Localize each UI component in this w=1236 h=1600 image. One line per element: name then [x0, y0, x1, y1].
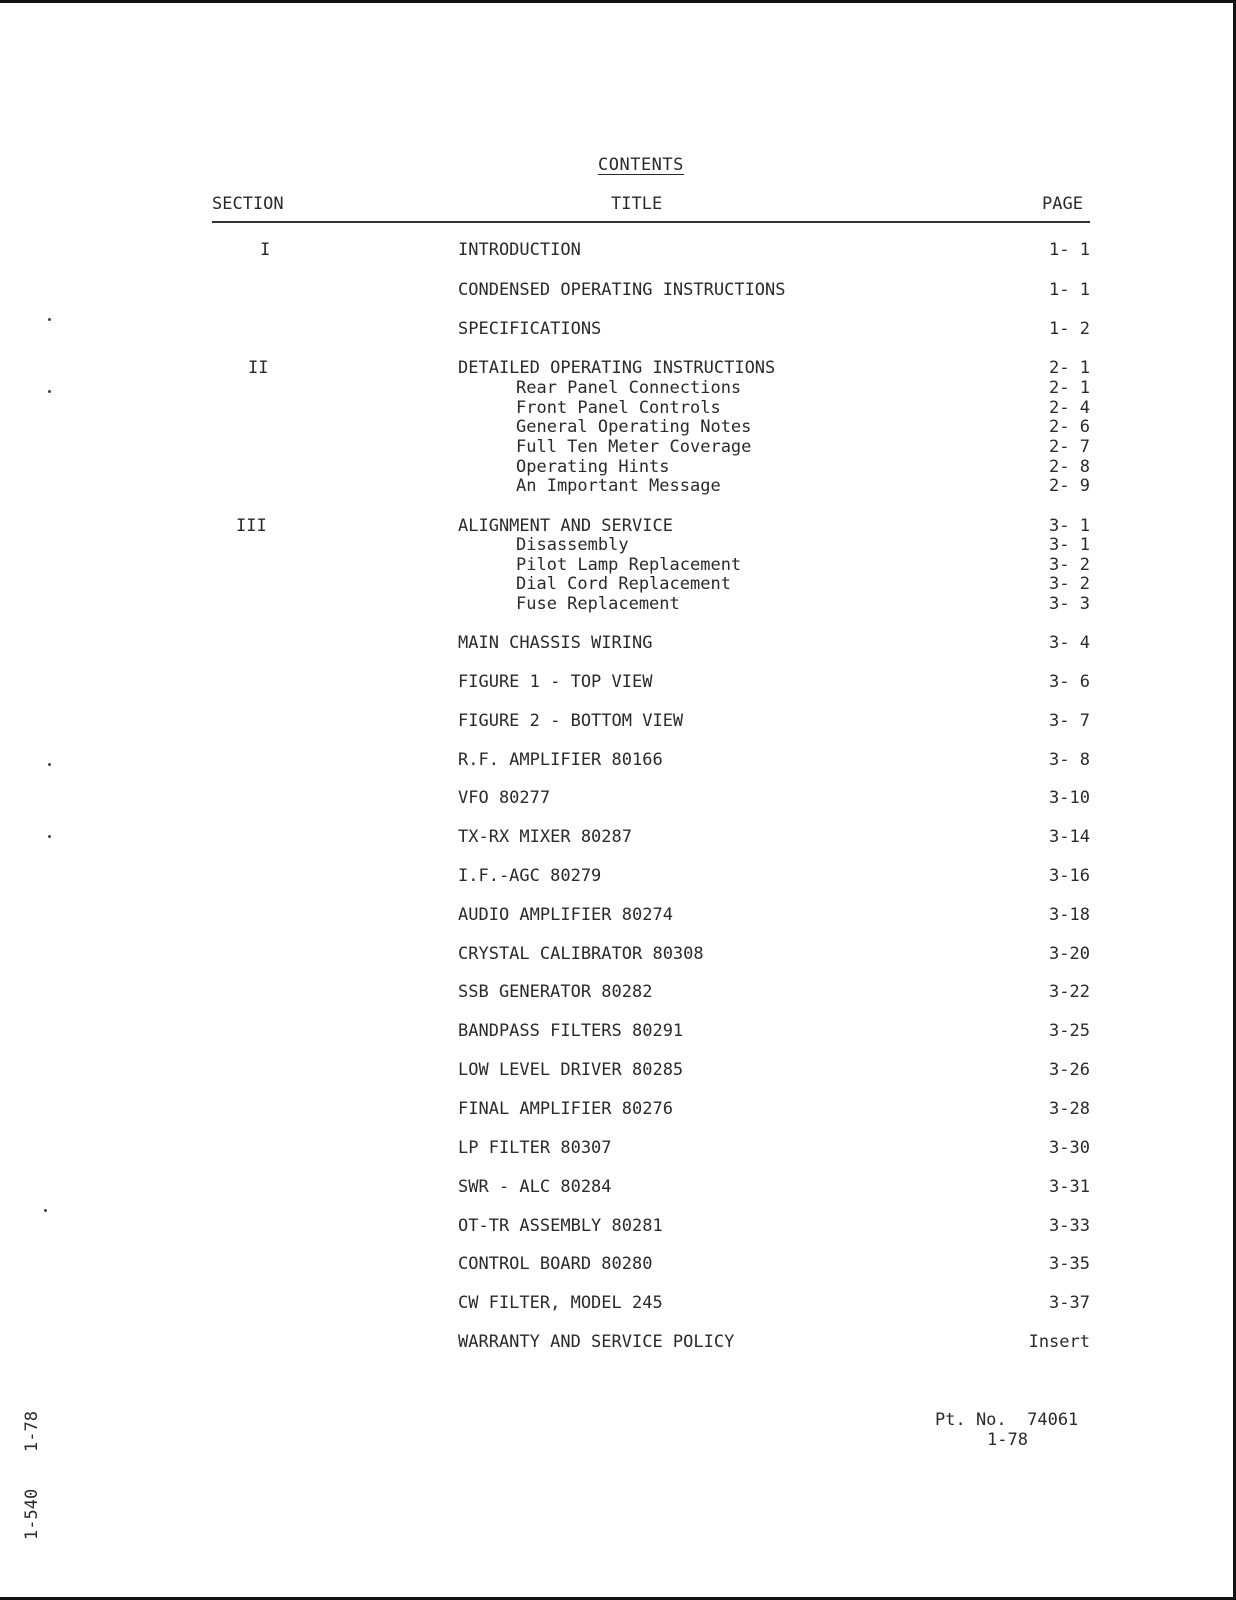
toc-page-number: 1- 2 — [1049, 319, 1090, 339]
page-title: CONTENTS — [598, 155, 684, 175]
toc-page-number: 1- 1 — [1049, 240, 1090, 260]
toc-page-number: 3- 4 — [1049, 633, 1090, 653]
toc-row — [212, 1060, 1090, 1080]
toc-entry-title: LP FILTER 80307 — [458, 1138, 612, 1158]
toc-row — [212, 788, 1090, 808]
toc-page-number: 3- 2 — [1049, 555, 1090, 575]
toc-entry-title: VFO 80277 — [458, 788, 551, 808]
toc-page-number: 3- 8 — [1049, 750, 1090, 770]
column-header-page: PAGE — [1042, 194, 1083, 214]
toc-row — [212, 1254, 1090, 1274]
toc-row — [212, 982, 1090, 1002]
toc-entry-title: WARRANTY AND SERVICE POLICY — [458, 1332, 735, 1352]
toc-page-number: 3-31 — [1049, 1177, 1090, 1197]
toc-entry-title: SPECIFICATIONS — [458, 319, 602, 339]
column-header-section: SECTION — [212, 194, 284, 214]
toc-entry-title: Full Ten Meter Coverage — [516, 437, 752, 457]
toc-entry-title: FIGURE 2 - BOTTOM VIEW — [458, 711, 684, 731]
toc-entry-title: An Important Message — [516, 476, 721, 496]
toc-row — [212, 398, 1090, 418]
toc-entry-title: LOW LEVEL DRIVER 80285 — [458, 1060, 684, 1080]
scan-speck — [48, 763, 51, 766]
toc-row — [212, 1216, 1090, 1236]
toc-entry-title: CRYSTAL CALIBRATOR 80308 — [458, 944, 704, 964]
margin-code-form: 1-540 — [22, 1488, 42, 1540]
toc-row — [212, 516, 1090, 536]
toc-section-number: II — [248, 358, 269, 378]
toc-row — [212, 437, 1090, 457]
toc-row — [212, 457, 1090, 477]
toc-page-number: 3- 1 — [1049, 516, 1090, 536]
toc-page-number: 3-10 — [1049, 788, 1090, 808]
column-header-title: TITLE — [611, 194, 663, 214]
toc-entry-title: AUDIO AMPLIFIER 80274 — [458, 905, 673, 925]
margin-code-date: 1-78 — [22, 1411, 42, 1452]
toc-page-number: 3-25 — [1049, 1021, 1090, 1041]
toc-row — [212, 1138, 1090, 1158]
toc-row — [212, 672, 1090, 692]
toc-page-number: 2- 4 — [1049, 398, 1090, 418]
toc-row — [212, 633, 1090, 653]
toc-entry-title: CONTROL BOARD 80280 — [458, 1254, 653, 1274]
revision-date: 1-78 — [987, 1430, 1028, 1450]
toc-row — [212, 827, 1090, 847]
toc-page-number: 3-18 — [1049, 905, 1090, 925]
toc-entry-title: Rear Panel Connections — [516, 378, 742, 398]
toc-entry-title: Disassembly — [516, 535, 629, 555]
toc-entry-title: Pilot Lamp Replacement — [516, 555, 742, 575]
toc-page-number: 3-35 — [1049, 1254, 1090, 1274]
toc-row — [212, 417, 1090, 437]
toc-page-number: 3- 7 — [1049, 711, 1090, 731]
toc-page-number: 1- 1 — [1049, 280, 1090, 300]
toc-row — [212, 574, 1090, 594]
toc-page-number: 3- 6 — [1049, 672, 1090, 692]
scan-border-top — [0, 0, 1236, 3]
scan-speck — [44, 1209, 47, 1212]
toc-entry-title: CONDENSED OPERATING INSTRUCTIONS — [458, 280, 786, 300]
header-rule — [212, 221, 1090, 223]
toc-row — [212, 555, 1090, 575]
toc-row — [212, 358, 1090, 378]
toc-page-number: 3-16 — [1049, 866, 1090, 886]
toc-row — [212, 1332, 1090, 1352]
toc-section-number: III — [236, 516, 267, 536]
toc-page-number: 3-20 — [1049, 944, 1090, 964]
toc-entry-title: Front Panel Controls — [516, 398, 721, 418]
toc-entry-title: FIGURE 1 - TOP VIEW — [458, 672, 653, 692]
toc-section-number: I — [260, 240, 271, 260]
toc-entry-title: I.F.-AGC 80279 — [458, 866, 602, 886]
toc-page-number: 3-14 — [1049, 827, 1090, 847]
toc-row — [212, 240, 1090, 260]
toc-entry-title: CW FILTER, MODEL 245 — [458, 1293, 663, 1313]
toc-entry-title: BANDPASS FILTERS 80291 — [458, 1021, 684, 1041]
toc-row — [212, 944, 1090, 964]
toc-entry-title: General Operating Notes — [516, 417, 752, 437]
toc-page-number: 2- 7 — [1049, 437, 1090, 457]
toc-entry-title: MAIN CHASSIS WIRING — [458, 633, 653, 653]
toc-page-number: 3- 1 — [1049, 535, 1090, 555]
toc-page-number: 3-28 — [1049, 1099, 1090, 1119]
scan-speck — [48, 835, 51, 838]
toc-row — [212, 711, 1090, 731]
toc-row — [212, 594, 1090, 614]
toc-row — [212, 378, 1090, 398]
toc-row — [212, 535, 1090, 555]
part-number: Pt. No. 74061 — [935, 1410, 1079, 1430]
toc-entry-title: TX-RX MIXER 80287 — [458, 827, 632, 847]
toc-page-number: 2- 8 — [1049, 457, 1090, 477]
toc-row — [212, 1293, 1090, 1313]
toc-entry-title: ALIGNMENT AND SERVICE — [458, 516, 673, 536]
toc-entry-title: OT-TR ASSEMBLY 80281 — [458, 1216, 663, 1236]
toc-row — [212, 1099, 1090, 1119]
toc-row — [212, 866, 1090, 886]
toc-page-number: 2- 1 — [1049, 378, 1090, 398]
toc-entry-title: R.F. AMPLIFIER 80166 — [458, 750, 663, 770]
toc-page-number: 2- 9 — [1049, 476, 1090, 496]
scan-speck — [48, 318, 51, 321]
toc-page-number: 3-26 — [1049, 1060, 1090, 1080]
toc-row — [212, 905, 1090, 925]
toc-page-number: 2- 6 — [1049, 417, 1090, 437]
scan-speck — [48, 390, 51, 393]
toc-entry-title: INTRODUCTION — [458, 240, 581, 260]
toc-page-number: 3- 3 — [1049, 594, 1090, 614]
toc-entry-title: Operating Hints — [516, 457, 670, 477]
toc-entry-title: SWR - ALC 80284 — [458, 1177, 612, 1197]
toc-page-number: 3-33 — [1049, 1216, 1090, 1236]
toc-row — [212, 1021, 1090, 1041]
toc-page-number: Insert — [1028, 1332, 1090, 1352]
toc-page-number: 3-37 — [1049, 1293, 1090, 1313]
toc-entry-title: Dial Cord Replacement — [516, 574, 731, 594]
toc-row — [212, 280, 1090, 300]
toc-row — [212, 750, 1090, 770]
toc-page-number: 2- 1 — [1049, 358, 1090, 378]
toc-page-number: 3- 2 — [1049, 574, 1090, 594]
toc-row — [212, 1177, 1090, 1197]
toc-page-number: 3-22 — [1049, 982, 1090, 1002]
toc-entry-title: DETAILED OPERATING INSTRUCTIONS — [458, 358, 776, 378]
toc-entry-title: Fuse Replacement — [516, 594, 680, 614]
toc-entry-title: SSB GENERATOR 80282 — [458, 982, 653, 1002]
toc-entry-title: FINAL AMPLIFIER 80276 — [458, 1099, 673, 1119]
toc-row — [212, 319, 1090, 339]
toc-row — [212, 476, 1090, 496]
toc-page-number: 3-30 — [1049, 1138, 1090, 1158]
